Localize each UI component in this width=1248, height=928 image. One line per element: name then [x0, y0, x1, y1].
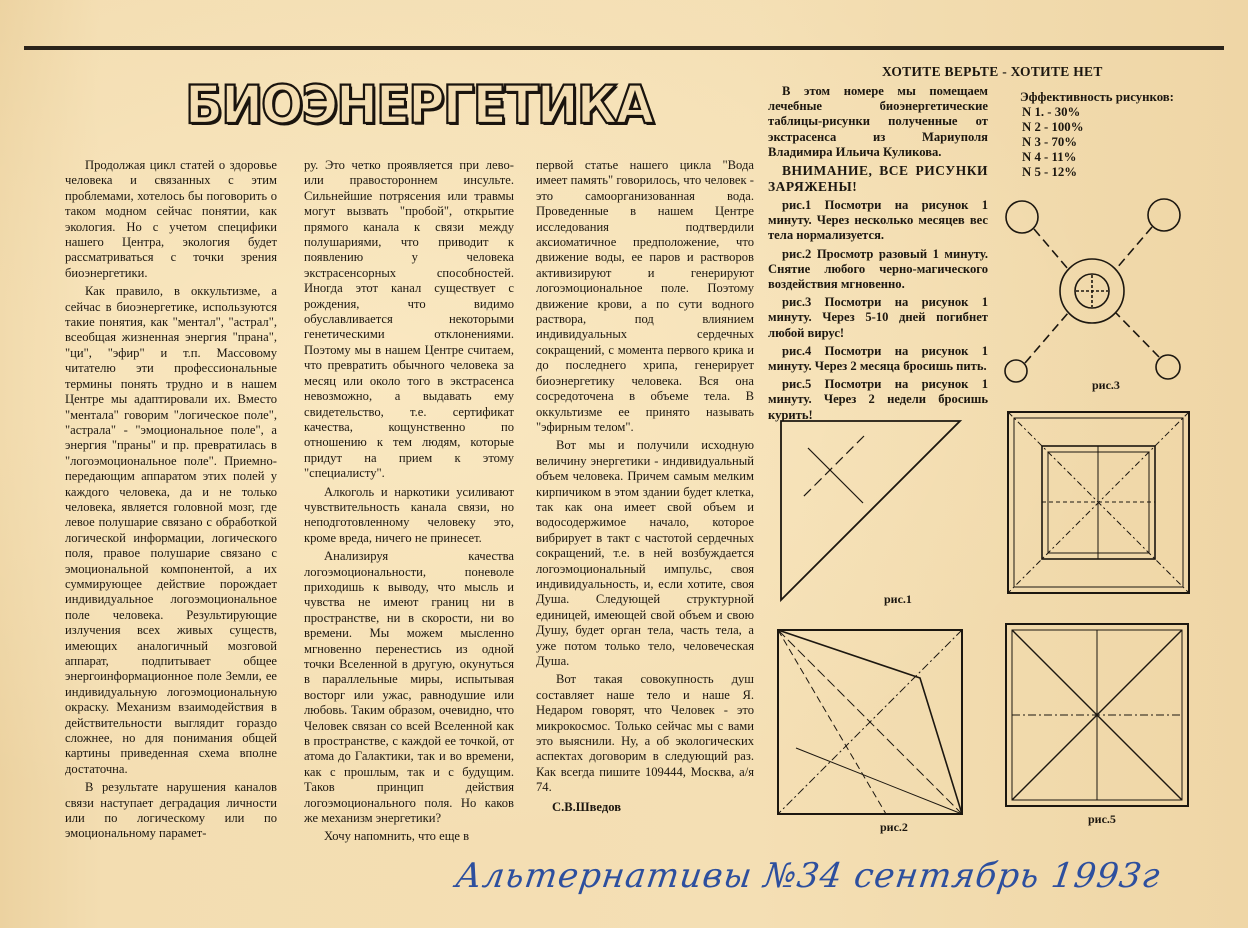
sidebar-column: [768, 84, 988, 426]
sidebar-intro: В этом номере мы помещаем лечебные биоэнергетические таблицы-рисунки полученные от экстрасенса из Мариуполя Владимира Ильича Куликова.: [768, 84, 988, 159]
article-title: БИОЭНЕРГЕТИКА: [185, 74, 653, 136]
article-column-1: [65, 158, 277, 845]
section-masthead: ХОТИТЕ ВЕРЬТЕ - ХОТИТЕ НЕТ: [882, 64, 1103, 79]
sidebar-item: рис.2 Просмотр разовый 1 минуту. Снятие любого черно-магического воздействия мгновенно.: [768, 246, 988, 292]
effectiveness-item: N 4 - 11%: [1022, 150, 1077, 164]
effectiveness-item: N 3 - 70%: [1022, 135, 1078, 149]
paragraph: Продолжая цикл статей о здоровье человека и связанных с этим проблемами, хотелось бы поговорить о таком модном сейчас понятии, как экология. Но с учетом специфики нашего Центра, экология будет рассматриваться с точки зрения биоэнергетики.: [65, 158, 277, 280]
effectiveness-item: N 1. - 30%: [1022, 105, 1081, 119]
figure-2-caption: рис.2: [880, 820, 908, 834]
figure-3-drawing: [1000, 195, 1190, 390]
top-rule: [24, 46, 1224, 50]
sidebar-warning: ВНИМАНИЕ, ВСЕ РИСУНКИ ЗАРЯЖЕНЫ!: [768, 163, 988, 195]
paragraph: Вот мы и получили исходную величину энергетики - индивидуальный объем человека. Причем самым мелким кирпичиком в этом здании будет клетка, так как она имеет свой объем и водосодержимое начало, которое вибрирует в такт с частотой сердечных сокращений, т.е. в ней возбуждается логоэмоциональный импульс, своя индивидуальность, и, если хотите, своя Душа. Следующей структурной единицей, имеющей свой объем и свою Душу, будет орган тела, часть тела, а уже потом только тело, человеческая Душа.: [536, 438, 754, 668]
paragraph: Как правило, в оккультизме, а сейчас в биоэнергетике, используются такие понятия, как "ментал", "астрал", всеобщая жизненная энергия "прана", "ци", "эфир" и т.п. Массовому читателю эти профессиональные термины понять трудно и в нашем Центре мы адаптировали их. Вместо "ментала" говорим "логическое поле", "астрала" - "эмоциональное поле", а энергия "праны" и пр. превратилась в "логоэмоциональное поле". Приемно-передающим аппаратом этих полей у каждого человека, да и не только человека, является головной мозг, где левое полушарие связано с обработкой логической информации, логического поля, правое полушарие связано с эмоциональной компонентой, а их суммирующее действие порождает индивидуальное логоэмоциональное поле человека. Результирующие излучения всех живых существ, имеющих аналогичный мозговой аппарат, подпитывает общее энергоинформационное поле Земли, ее индивидуальную логоэмоциональную окраску. Механизм взаимодействия в действительности выглядит гораздо сложнее, но для понимания общей картины приведенная схема вполне достаточна.: [65, 284, 277, 776]
effectiveness-title: Эффективность рисунков:: [1020, 90, 1174, 104]
figure-3-caption: рис.3: [1092, 378, 1120, 392]
sidebar-item: рис.5 Посмотри на рисунок 1 минуту. Через 2 недели бросишь курить!: [768, 377, 988, 422]
paragraph: Вот такая совокупность душ составляет наше тело и наше Я. Недаром говорят, что Человек - это микрокосмос. Только сейчас мы с вами это выяснили. Ну, а об экологических аспектах договорим в следующий раз. Как всегда пишите 109444, Москва, а/я 74.: [536, 672, 754, 795]
paragraph: ру. Это четко проявляется при лево- или правостороннем инсульте. Сильнейшие потрясения или травмы могут вызвать "пробой", открытие прямого канала к связи между полушариями, что приводит к появлению у человека экстрасенсорных способностей. Иногда этот канал существует с рождения, что видимо обуславливается некоторыми генетическими отклонениями. Поэтому мы в нашем Центре считаем, что превратить обычного человека за месяц или около того в экстрасенса невозможно, а выдавать ему свидетельство, т.е. сертификат качества, кощунственно по отношению к тем людям, которые придут на прием к этому "специалисту".: [304, 158, 514, 481]
effectiveness-item: N 2 - 100%: [1022, 120, 1084, 134]
article-column-3: [536, 158, 754, 818]
figure-1-drawing: [778, 418, 963, 603]
paragraph: Алкоголь и наркотики усиливают чувствительность канала связи, но неподготовленному человеку это, кроме вреда, ничего не принесет.: [304, 484, 514, 545]
figure-4-drawing: [1006, 410, 1191, 595]
paragraph: В результате нарушения каналов связи наступает деградация личности или по логическому или по эмоциональному парамет-: [65, 780, 277, 841]
figure-5-caption: рис.5: [1088, 812, 1116, 826]
sidebar-item: рис.4 Посмотри на рисунок 1 минуту. Через 2 месяца бросишь пить.: [768, 343, 988, 374]
effectiveness-list: [1020, 90, 1174, 180]
sidebar-item: рис.1 Посмотри на рисунок 1 минуту. Через несколько месяцев вес тела нормализуется.: [768, 198, 988, 243]
paragraph: Анализируя качества логоэмоциональности, поневоле приходишь к выводу, что мысль и чувства не имеют границ ни в пространстве, ни в скорости, ни во времени. Мы можем мысленно мгновенно перенестись из одной точки Вселенной в другую, окунуться в параллельные миры, испытывая восторг или ужас, равнодушие или любовь. Таким образом, очевидно, что Человек связан со всей Вселенной как в пространстве, с каждой ее точкой, от атома до Галактики, так и во времени, как с прошлым, так и с будущим. Таков принцип действия логоэмоционального поля. Но каков же механизм энергетики?: [304, 549, 514, 826]
figure-2-drawing: [776, 628, 964, 816]
handwritten-note: Альтернативы №34 сентябрь 1993г: [453, 856, 1164, 896]
effectiveness-item: N 5 - 12%: [1022, 165, 1078, 179]
article-column-2: [304, 158, 514, 848]
sidebar-item: рис.3 Посмотри на рисунок 1 минуту. Через 5-10 дней погибнет любой вирус!: [768, 295, 988, 340]
paragraph: первой статье нашего цикла "Вода имеет память" говорилось, что человек - это самоорганизованная вода. Проведенные в нашем Центре исследования подтвердили аксиоматичное предположение, что движение воды, ее паров и растворов активизируют и генерируют логоэмоциональное поле. Поэтому движение крови, а по сути водного раствора, под влиянием индивидуальных сердечных сокращений, с момента первого крика и до последнего хрипа, генерирует биоэнергетику человека. Вся она сосредоточена в объеме тела. В оккультизме ее принято называть "эфирным телом".: [536, 158, 754, 434]
author-signature: С.В.Шведов: [552, 799, 622, 814]
figure-5-drawing: [1004, 622, 1190, 808]
figure-1-caption: рис.1: [884, 592, 912, 606]
paragraph: Хочу напомнить, что еще в: [324, 829, 470, 844]
